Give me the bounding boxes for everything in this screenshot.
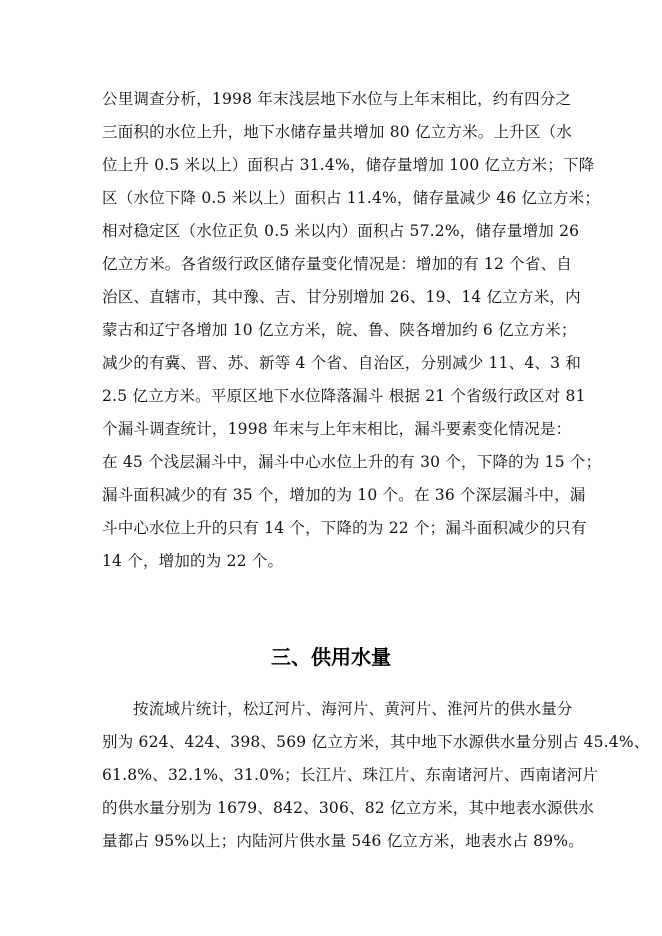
text-line: 的供水量分别为 1679、842、306、82 亿立方米，其中地表水源供水 <box>102 799 595 817</box>
text-line: 公里调查分析，1998 年末浅层地下水位与上年末相比，约有四分之 <box>102 90 572 108</box>
text-line: 在 45 个浅层漏斗中，漏斗中心水位上升的有 30 个，下降的为 15 个； <box>102 453 602 471</box>
text-line: 斗中心水位上升的只有 14 个，下降的为 22 个；漏斗面积减少的只有 <box>102 519 587 537</box>
text-line: 相对稳定区（水位正负 0.5 米以内）面积占 57.2%，储存量增加 26 <box>102 222 580 240</box>
text-line: 按流域片统计，松辽河片、海河片、黄河片、淮河片的供水量分 <box>133 700 573 718</box>
section-heading: 三、供用水量 <box>271 645 391 669</box>
text-line: 别为 624、424、398、569 亿立方米，其中地下水源供水量分别占 45.4%、 <box>102 733 650 751</box>
text-line: 61.8%、32.1%、31.0%；长江片、珠江片、东南诸河片、西南诸河片 <box>102 766 599 784</box>
text-line: 亿立方米。各省级行政区储存量变化情况是：增加的有 12 个省、自 <box>102 255 572 273</box>
text-line: 漏斗面积减少的有 35 个，增加的为 10 个。在 36 个深层漏斗中，漏 <box>102 486 586 504</box>
text-line: 2.5 亿立方米。平原区地下水位降落漏斗 根据 21 个省级行政区对 81 <box>102 387 586 405</box>
text-line: 区（水位下降 0.5 米以上）面积占 11.4%，储存量减少 46 亿立方米； <box>102 189 601 207</box>
text-line: 个漏斗调查统计，1998 年末与上年末相比，漏斗要素变化情况是： <box>102 420 572 438</box>
text-line: 位上升 0.5 米以上）面积占 31.4%，储存量增加 100 亿立方米；下降 <box>102 156 595 174</box>
text-line: 三面积的水位上升，地下水储存量共增加 80 亿立方米。上升区（水 <box>102 123 572 141</box>
text-line: 减少的有冀、晋、苏、新等 4 个省、自治区，分别减少 11、4、3 和 <box>102 354 582 372</box>
text-line: 蒙古和辽宁各增加 10 亿立方米，皖、鲁、陕各增加约 6 亿立方米； <box>102 321 577 339</box>
text-line: 14 个，增加的为 22 个。 <box>102 552 284 570</box>
text-line: 治区、直辖市，其中豫、吉、甘分别增加 26、19、14 亿立方米，内 <box>102 288 581 306</box>
text-line: 量都占 95%以上；内陆河片供水量 546 亿立方米，地表水占 89%。 <box>102 832 584 850</box>
